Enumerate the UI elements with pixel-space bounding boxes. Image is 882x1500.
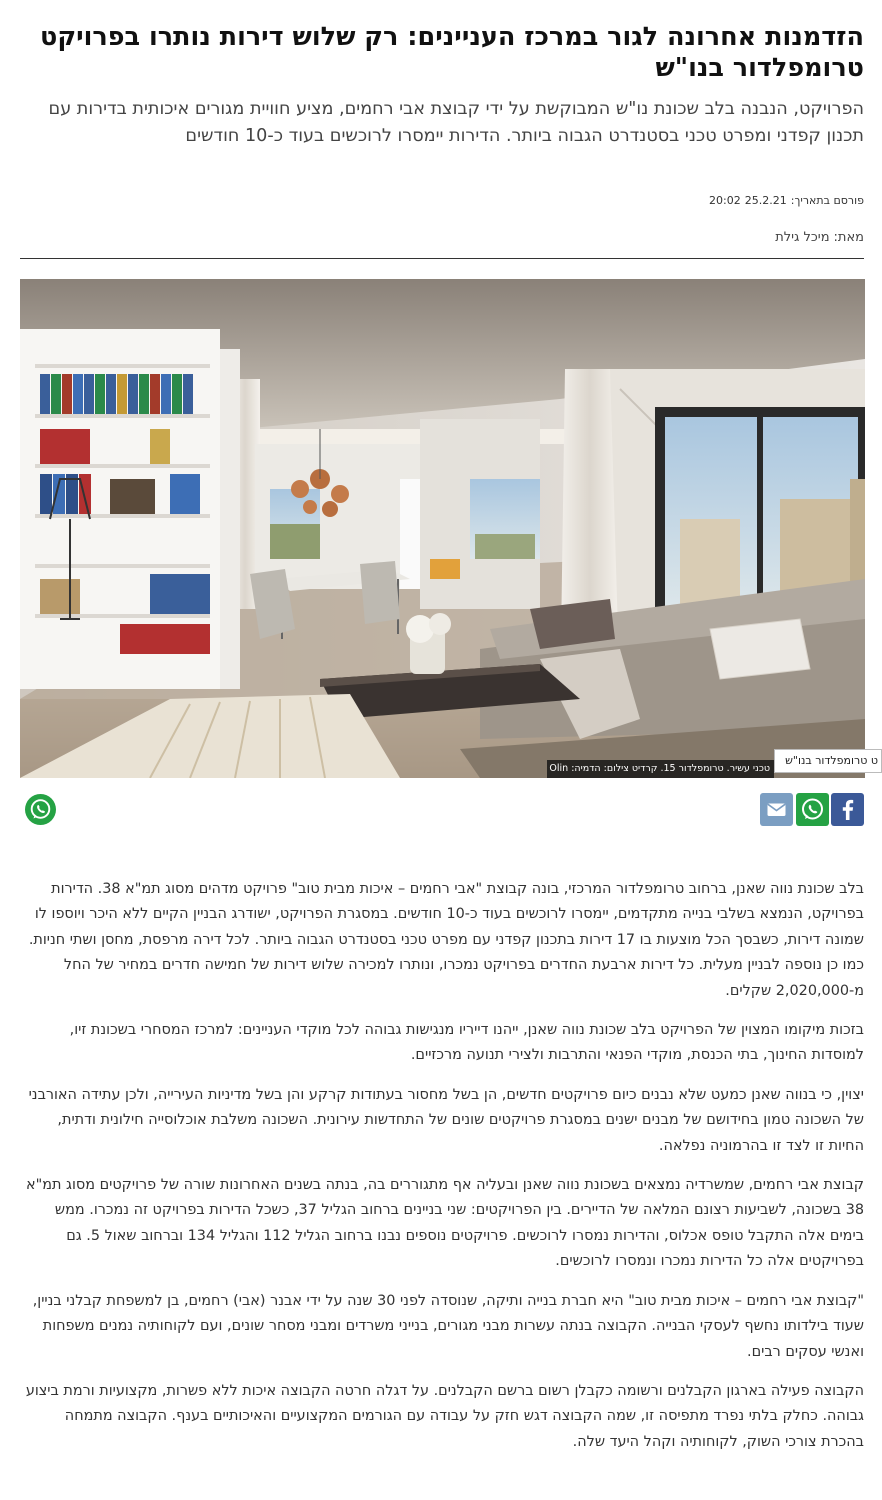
body-paragraph: יצוין, כי בנווה שאנן כמעט שלא נבנים כיום פרויקטים חדשים, הן בשל מחסור בעתודות קרקע והן בשל מדיניות העירייה, ולכן עתידה האורבני של השכונה טמון בחידושם של מבנים ישנים במסגרת פרויקטים שונים של התחדשות עירונית. השכונה משלבת אוכלוסייה חילונית ודתית, החיות זו לצד זו בהרמוניה נפלאה.	[28, 1086, 864, 1154]
article-subtitle: הפרויקט, הנבנה בלב שכונת נו"ש המבוקשת על ידי קבוצת אבי רחמים, מציע חוויית מגורים איכותית בדירות עם תכנון קפדני ומפרט טכני בסטנדרט הגבוה ביותר. הדירות יימסרו לרוכשים בעוד כ-10 חודשים	[48, 99, 864, 146]
article-body	[18, 877, 864, 1469]
body-paragraph: הקבוצה פעילה בארגון הקבלנים ורשומה כקבלן רשום ברשם הקבלנים. על דגלה חרטה הקבוצה איכות ללא פשרות, מקצועיות ורמת ביצוע גבוהה. כחלק בלתי נפרד מתפיסה זו, שמה הקבוצה דגש חזק על עבודה עם הגורמים המקצועיים והאיכותיים בענף. הקבוצה מתמחה בהכרת צורכי השוק, לקוחותיה וקהל היעד שלה.	[25, 1382, 864, 1450]
publish-date: 25.2.21	[744, 194, 787, 207]
hero-image	[20, 279, 865, 778]
whatsapp-round-button[interactable]	[24, 793, 57, 826]
article-headline: הזדמנות אחרונה לגור במרכז העניינים: רק שלוש דירות נותרו בפרויקט טרומפלדור בנו"ש	[40, 22, 864, 83]
body-paragraph: קבוצת אבי רחמים, שמשרדיה נמצאים בשכונת נווה שאנן ובעליה אף מתגוררים בה, בנתה בשנים האחרונות שורה של פרויקטים מסוג תמ"א 38 בשכונה, לשביעות רצונם המלאה של הדיירים. בין הפרויקטים: שני בניינים ברחוב הגליל 37, כשכל הדירות בפרויקט זה נמכרו. ממש בימים אלה התקבל טופס אכלוס, והדירות נמסרו לרוכשים. פרויקטים נוספים נבנו ברחוב הגליל 112 והגליל 134 וברחוב שאול 5. גם בפרויקטים אלה כל הדירות נמכרו ונמסרו לרוכשים.	[25, 1177, 864, 1270]
body-paragraph: בזכות מיקומו המצוין של הפרויקט בלב שכונת נווה שאנן, ייהנו דייריו מנגישות גבוהה לכל מוקדי העניינים: למרכז המסחרי בשכונת זיו, למוסדות החינוך, בתי הכנסת, מוקדי הפנאי והתרבות ולצירי תנועה מרכזיים.	[69, 1022, 864, 1064]
header-divider	[20, 258, 864, 259]
publish-time: 20:02	[709, 194, 741, 207]
body-paragraph: בלב שכונת נווה שאנן, ברחוב טרומפלדור המרכזי, בונה קבוצת "אבי רחמים – איכות מבית טוב" פרויקט מדהים מסוג תמ"א 38. הדירות בפרויקט, הנמצא בשלבי בנייה מתקדמים, יימסרו לרוכשים בעוד כ-10 חודשים. במסגרת הפרויקט, ישודרג הבניין הקיים ללא היכר ויוספו לו שמונה דירות, כשבסך הכל מוצעות בו 17 דירות בתכנון קפדני עם מפרט טכני בסטנדרט הגבוה ביותר. לכל דירה מרפסת, מחסן ושתי חניות. כמו כן נוספה לבניין מעלית. כל דירות ארבעת החדרים בפרויקט נמכרו, ונותרו למכירה שלוש דירות של חמישה חדרים במחיר של החל מ-2,020,000 שקלים.	[28, 881, 864, 999]
author-label: מאת:	[833, 230, 864, 245]
facebook-icon	[831, 793, 864, 826]
body-paragraph: "קבוצת אבי רחמים – איכות מבית טוב" היא חברת בנייה ותיקה, שנוסדה לפני 30 שנה על ידי אבנר (אבי) רחמים, בן למשפחת קבלני בניין, שעוד בילדותו נחשף לעסקי הבנייה. הקבוצה בנתה עשרות מבני מגורים, בנייני משרדים ומבני מסחר שונים, ועם לקוחותיה נמנים משפחות ואנשי עסקים רבים.	[32, 1292, 864, 1360]
email-share-button[interactable]	[760, 793, 793, 826]
author-name[interactable]: מיכל גילת	[775, 230, 830, 245]
whatsapp-icon	[796, 793, 829, 826]
publish-info	[709, 194, 864, 207]
whatsapp-icon	[24, 793, 57, 826]
living-room-rendering	[20, 279, 865, 778]
author-info	[775, 230, 864, 245]
facebook-share-button[interactable]	[831, 793, 864, 826]
publish-label: פורסם בתאריך:	[790, 194, 864, 207]
image-tag: ט טרומפלדור בנו"ש	[774, 749, 882, 773]
whatsapp-share-button[interactable]	[796, 793, 829, 826]
envelope-icon	[760, 793, 793, 826]
image-caption: טכני עשיר. טרומפלדור 15. קרדיט צילום: הדמיה: Olin	[547, 760, 774, 778]
